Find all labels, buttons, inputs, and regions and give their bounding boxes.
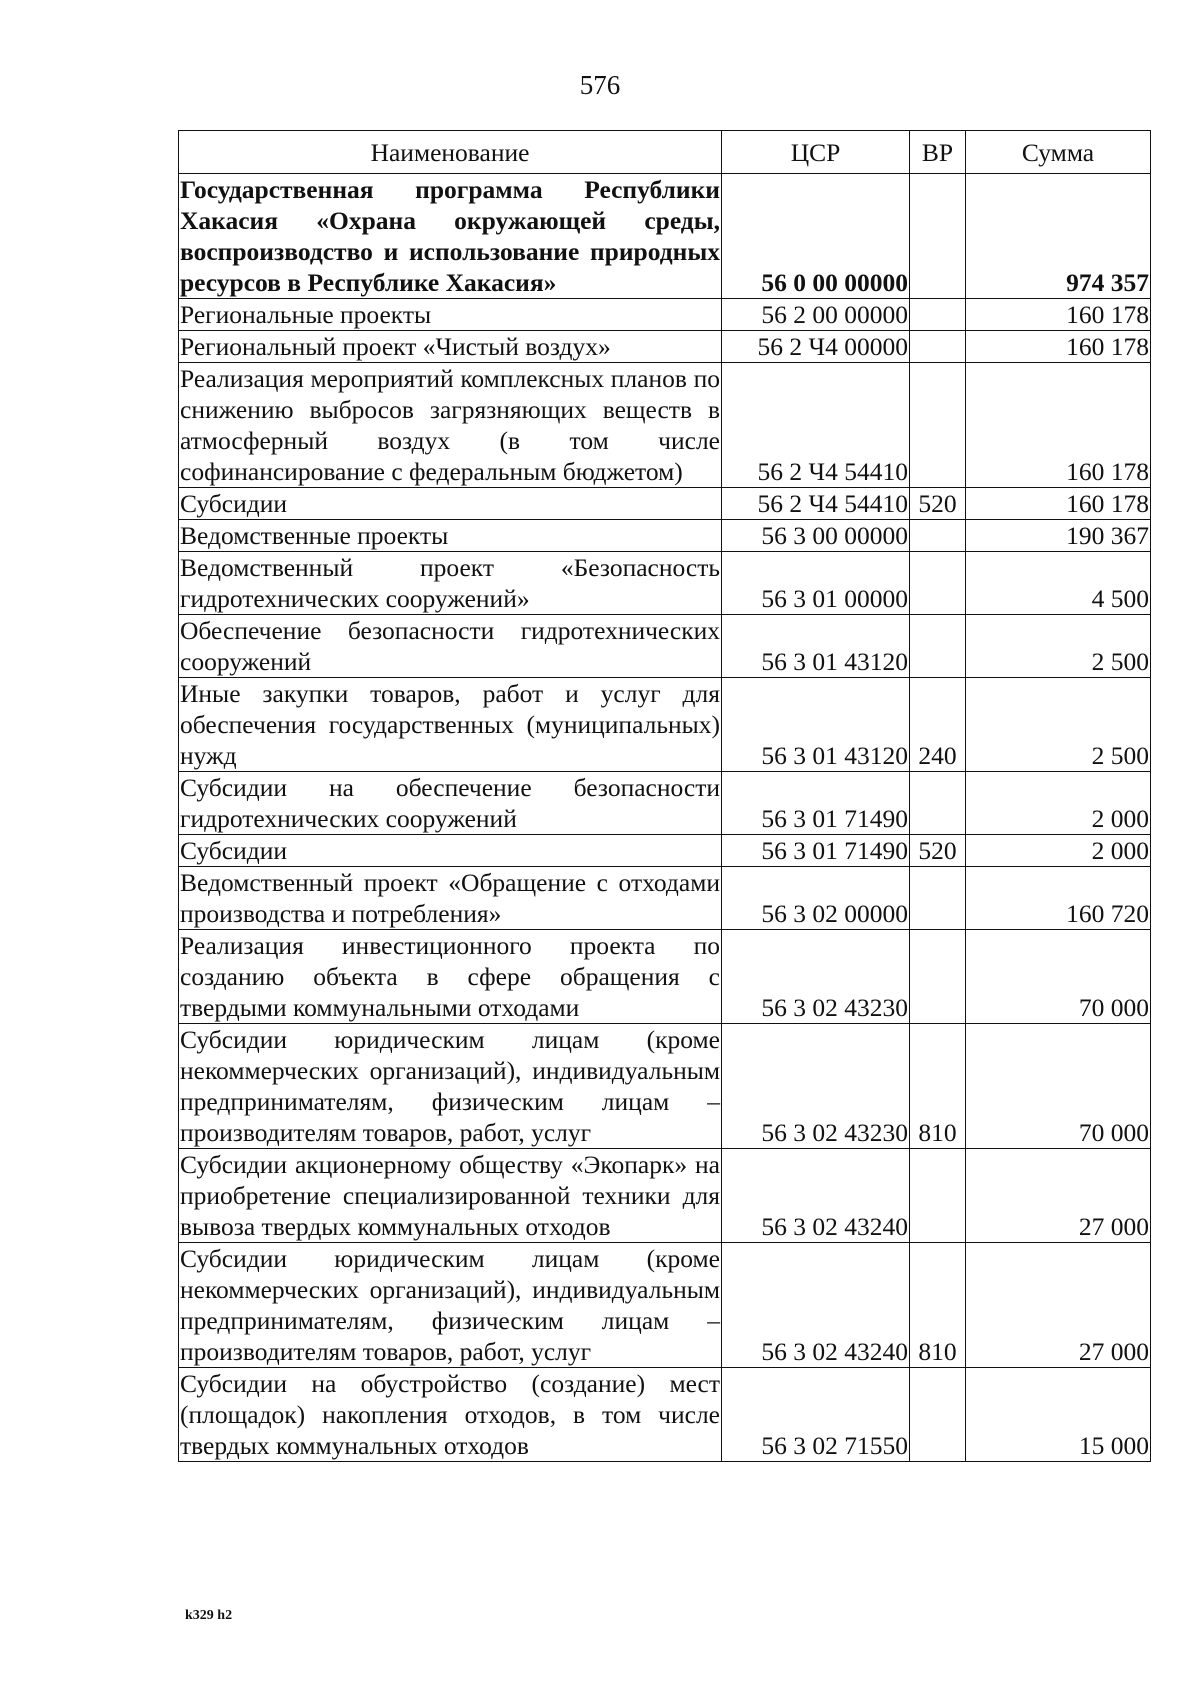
csr-cell: 56 0 00 00000 [722,174,910,299]
sum-cell: 2 000 [966,835,1151,867]
sum-cell: 160 178 [966,299,1151,331]
csr-cell: 56 2 Ч4 00000 [722,331,910,363]
table-header-row [179,131,1151,174]
name-cell: Субсидии юридическим лицам (кроме некоммерческих организаций), индивидуальным предпринимателям, физическим лицам – производителям товаров, работ, услуг [180,1244,720,1366]
vr-cell: 520 [910,835,966,867]
name-cell: Региональный проект «Чистый воздух» [179,331,722,363]
sum-cell: 2 500 [966,678,1151,772]
header-name: Наименование [179,131,722,174]
name-cell: Ведомственные проекты [179,520,722,552]
sum-cell: 160 178 [966,363,1151,488]
name-cell: Обеспечение безопасности гидротехнических сооружений [180,616,720,676]
vr-cell [910,363,966,488]
sum-cell: 160 178 [966,488,1151,520]
vr-cell [910,930,966,1024]
sum-cell: 15 000 [966,1368,1151,1462]
name-cell: Субсидии на обеспечение безопасности гидротехнических сооружений [180,773,720,833]
table-row [179,331,1151,363]
table-row [179,867,1151,930]
sum-cell: 160 720 [966,867,1151,930]
vr-cell: 520 [910,488,966,520]
budget-table [178,130,1151,1462]
vr-cell [910,552,966,615]
sum-cell: 190 367 [966,520,1151,552]
table-row [179,1024,1151,1149]
csr-cell: 56 3 01 71490 [722,835,910,867]
table-row [179,174,1151,299]
csr-cell: 56 3 01 00000 [722,552,910,615]
page-number: 576 [579,70,621,100]
sum-cell: 2 500 [966,615,1151,678]
name-cell: Реализация мероприятий комплексных планов по снижению выбросов загрязняющих веществ в атмосферный воздух (в том числе софинансирование с федеральным бюджетом) [180,364,720,486]
sum-cell: 974 357 [966,174,1151,299]
name-cell: Субсидии акционерному обществу «Экопарк» на приобретение специализированной техники для вывоза твердых коммунальных отходов [180,1150,720,1241]
vr-cell [910,299,966,331]
vr-cell [910,615,966,678]
sum-cell: 70 000 [966,930,1151,1024]
name-cell: Ведомственный проект «Обращение с отходами производства и потребления» [180,868,720,928]
vr-cell [910,772,966,835]
table-row [179,835,1151,867]
csr-cell: 56 3 02 43230 [722,930,910,1024]
csr-cell: 56 3 02 43240 [722,1149,910,1243]
csr-cell: 56 2 Ч4 54410 [722,488,910,520]
name-cell: Субсидии [179,488,722,520]
csr-cell: 56 3 00 00000 [722,520,910,552]
vr-cell [910,331,966,363]
table-row [179,363,1151,488]
table-body [179,174,1151,1462]
csr-cell: 56 3 01 71490 [722,772,910,835]
footer-code: k329 h2 [185,1608,233,1623]
table-row [179,615,1151,678]
sum-cell: 2 000 [966,772,1151,835]
vr-cell [910,174,966,299]
name-cell: Субсидии на обустройство (создание) мест (площадок) накопления отходов, в том числе твердых коммунальных отходов [180,1369,720,1460]
csr-cell: 56 3 01 43120 [722,678,910,772]
name-cell: Ведомственный проект «Безопасность гидротехнических сооружений» [180,553,720,613]
table-row [179,1243,1151,1368]
vr-cell: 240 [910,678,966,772]
table-row [179,678,1151,772]
csr-cell: 56 3 02 43230 [722,1024,910,1149]
vr-cell [910,520,966,552]
name-cell: Иные закупки товаров, работ и услуг для обеспечения государственных (муниципальных) нужд [180,679,720,770]
vr-cell [910,867,966,930]
header-vr: ВР [910,131,966,174]
table-row [179,552,1151,615]
name-cell: Государственная программа Республики Хакасия «Охрана окружающей среды, воспроизводство и использование природных ресурсов в Республике Хакасия» [180,175,720,297]
vr-cell [910,1368,966,1462]
header-sum: Сумма [966,131,1151,174]
csr-cell: 56 3 01 43120 [722,615,910,678]
name-cell: Региональные проекты [179,299,722,331]
name-cell: Субсидии [179,835,722,867]
table-row [179,299,1151,331]
csr-cell: 56 2 Ч4 54410 [722,363,910,488]
sum-cell: 27 000 [966,1243,1151,1368]
table-row [179,520,1151,552]
sum-cell: 160 178 [966,331,1151,363]
table-row [179,1149,1151,1243]
vr-cell [910,1149,966,1243]
table-row [179,930,1151,1024]
sum-cell: 70 000 [966,1024,1151,1149]
csr-cell: 56 3 02 00000 [722,867,910,930]
table-row [179,488,1151,520]
table-row [179,1368,1151,1462]
vr-cell: 810 [910,1243,966,1368]
sum-cell: 27 000 [966,1149,1151,1243]
sum-cell: 4 500 [966,552,1151,615]
header-csr: ЦСР [722,131,910,174]
name-cell: Субсидии юридическим лицам (кроме некоммерческих организаций), индивидуальным предпринимателям, физическим лицам – производителям товаров, работ, услуг [180,1025,720,1147]
csr-cell: 56 3 02 71550 [722,1368,910,1462]
csr-cell: 56 2 00 00000 [722,299,910,331]
csr-cell: 56 3 02 43240 [722,1243,910,1368]
table-row [179,772,1151,835]
vr-cell: 810 [910,1024,966,1149]
name-cell: Реализация инвестиционного проекта по созданию объекта в сфере обращения с твердыми коммунальными отходами [180,931,720,1022]
